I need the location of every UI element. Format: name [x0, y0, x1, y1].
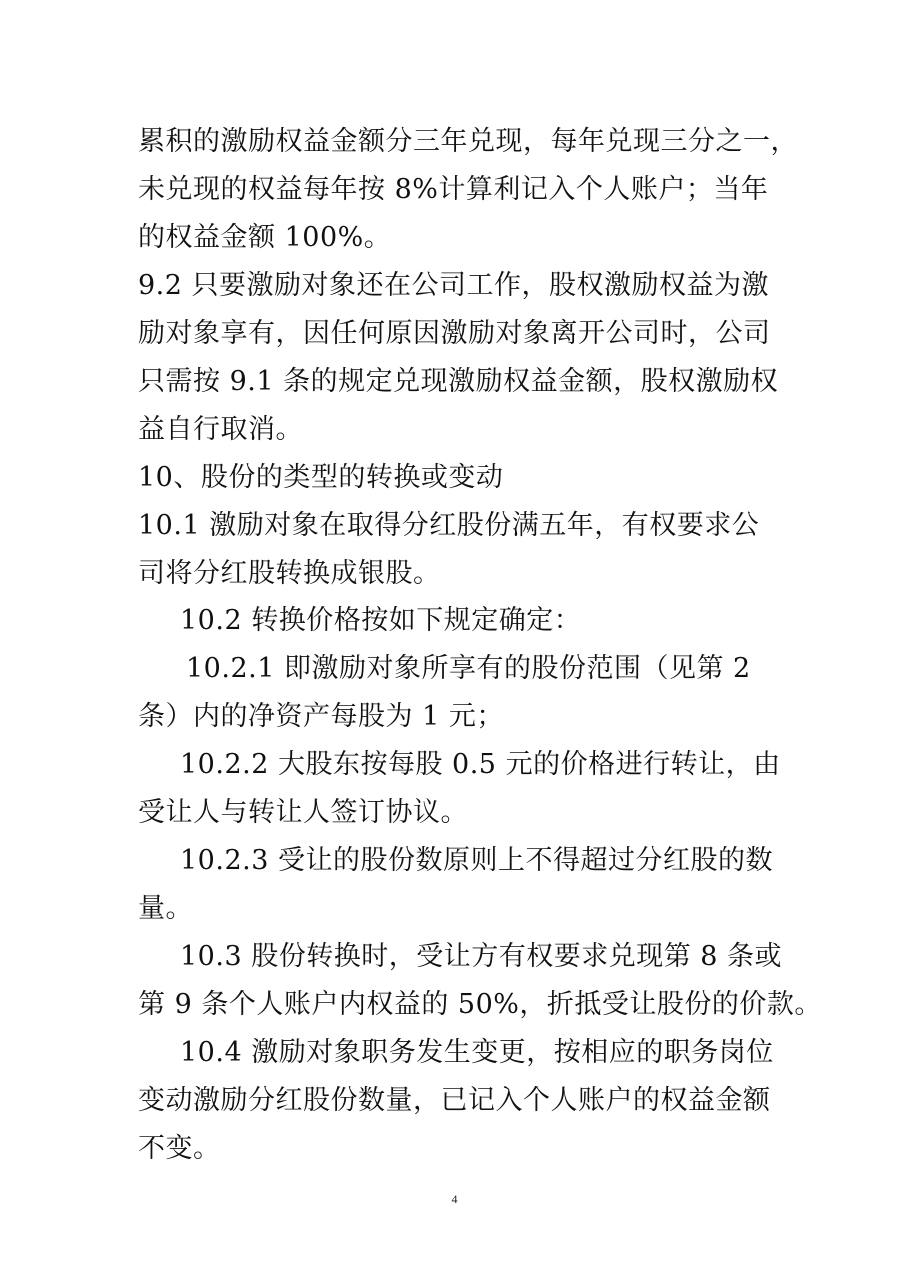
- paragraph-line: 10.2.3 受让的股份数原则上不得超过分红股的数: [180, 845, 773, 876]
- paragraph-line: 10.3 股份转换时，受让方有权要求兑现第 8 条或: [180, 941, 783, 972]
- paragraph-line: 司将分红股转换成银股。: [138, 558, 441, 589]
- paragraph-line: 10.4 激励对象职务发生变更，按相应的职务岗位: [180, 1037, 774, 1068]
- paragraph-line: 10.2.2 大股东按每股 0.5 元的价格进行转让，由: [180, 749, 781, 780]
- paragraph-line: 10.2.1 即激励对象所享有的股份范围（见第 2: [186, 653, 751, 684]
- paragraph-line: 受让人与转让人签订协议。: [138, 797, 468, 828]
- paragraph-line: 10.1 激励对象在取得分红股份满五年，有权要求公: [138, 510, 760, 541]
- paragraph-line: 量。: [138, 893, 193, 924]
- paragraph-line: 励对象享有，因任何原因激励对象离开公司时，公司: [138, 318, 771, 349]
- page-number: 4: [451, 1192, 458, 1206]
- paragraph-line: 累积的激励权益金额分三年兑现，每年兑现三分之一，: [138, 126, 798, 157]
- paragraph-line: 不变。: [138, 1133, 221, 1164]
- paragraph-line: 的权益金额 100%。: [138, 222, 392, 253]
- paragraph-line: 未兑现的权益每年按 8%计算利记入个人账户；当年: [138, 174, 769, 205]
- paragraph-line: 9.2 只要激励对象还在公司工作，股权激励权益为激: [138, 270, 770, 301]
- paragraph-line: 第 9 条个人账户内权益的 50%，折抵受让股份的价款。: [138, 989, 822, 1020]
- paragraph-line: 条）内的净资产每股为 1 元；: [138, 701, 504, 732]
- paragraph-line: 变动激励分红股份数量，已记入个人账户的权益金额: [138, 1085, 771, 1116]
- section-heading: 10、股份的类型的转换或变动: [138, 462, 504, 493]
- paragraph-line: 益自行取消。: [138, 414, 303, 445]
- paragraph-line: 10.2 转换价格按如下规定确定：: [180, 605, 582, 636]
- paragraph-line: 只需按 9.1 条的规定兑现激励权益金额，股权激励权: [138, 366, 779, 397]
